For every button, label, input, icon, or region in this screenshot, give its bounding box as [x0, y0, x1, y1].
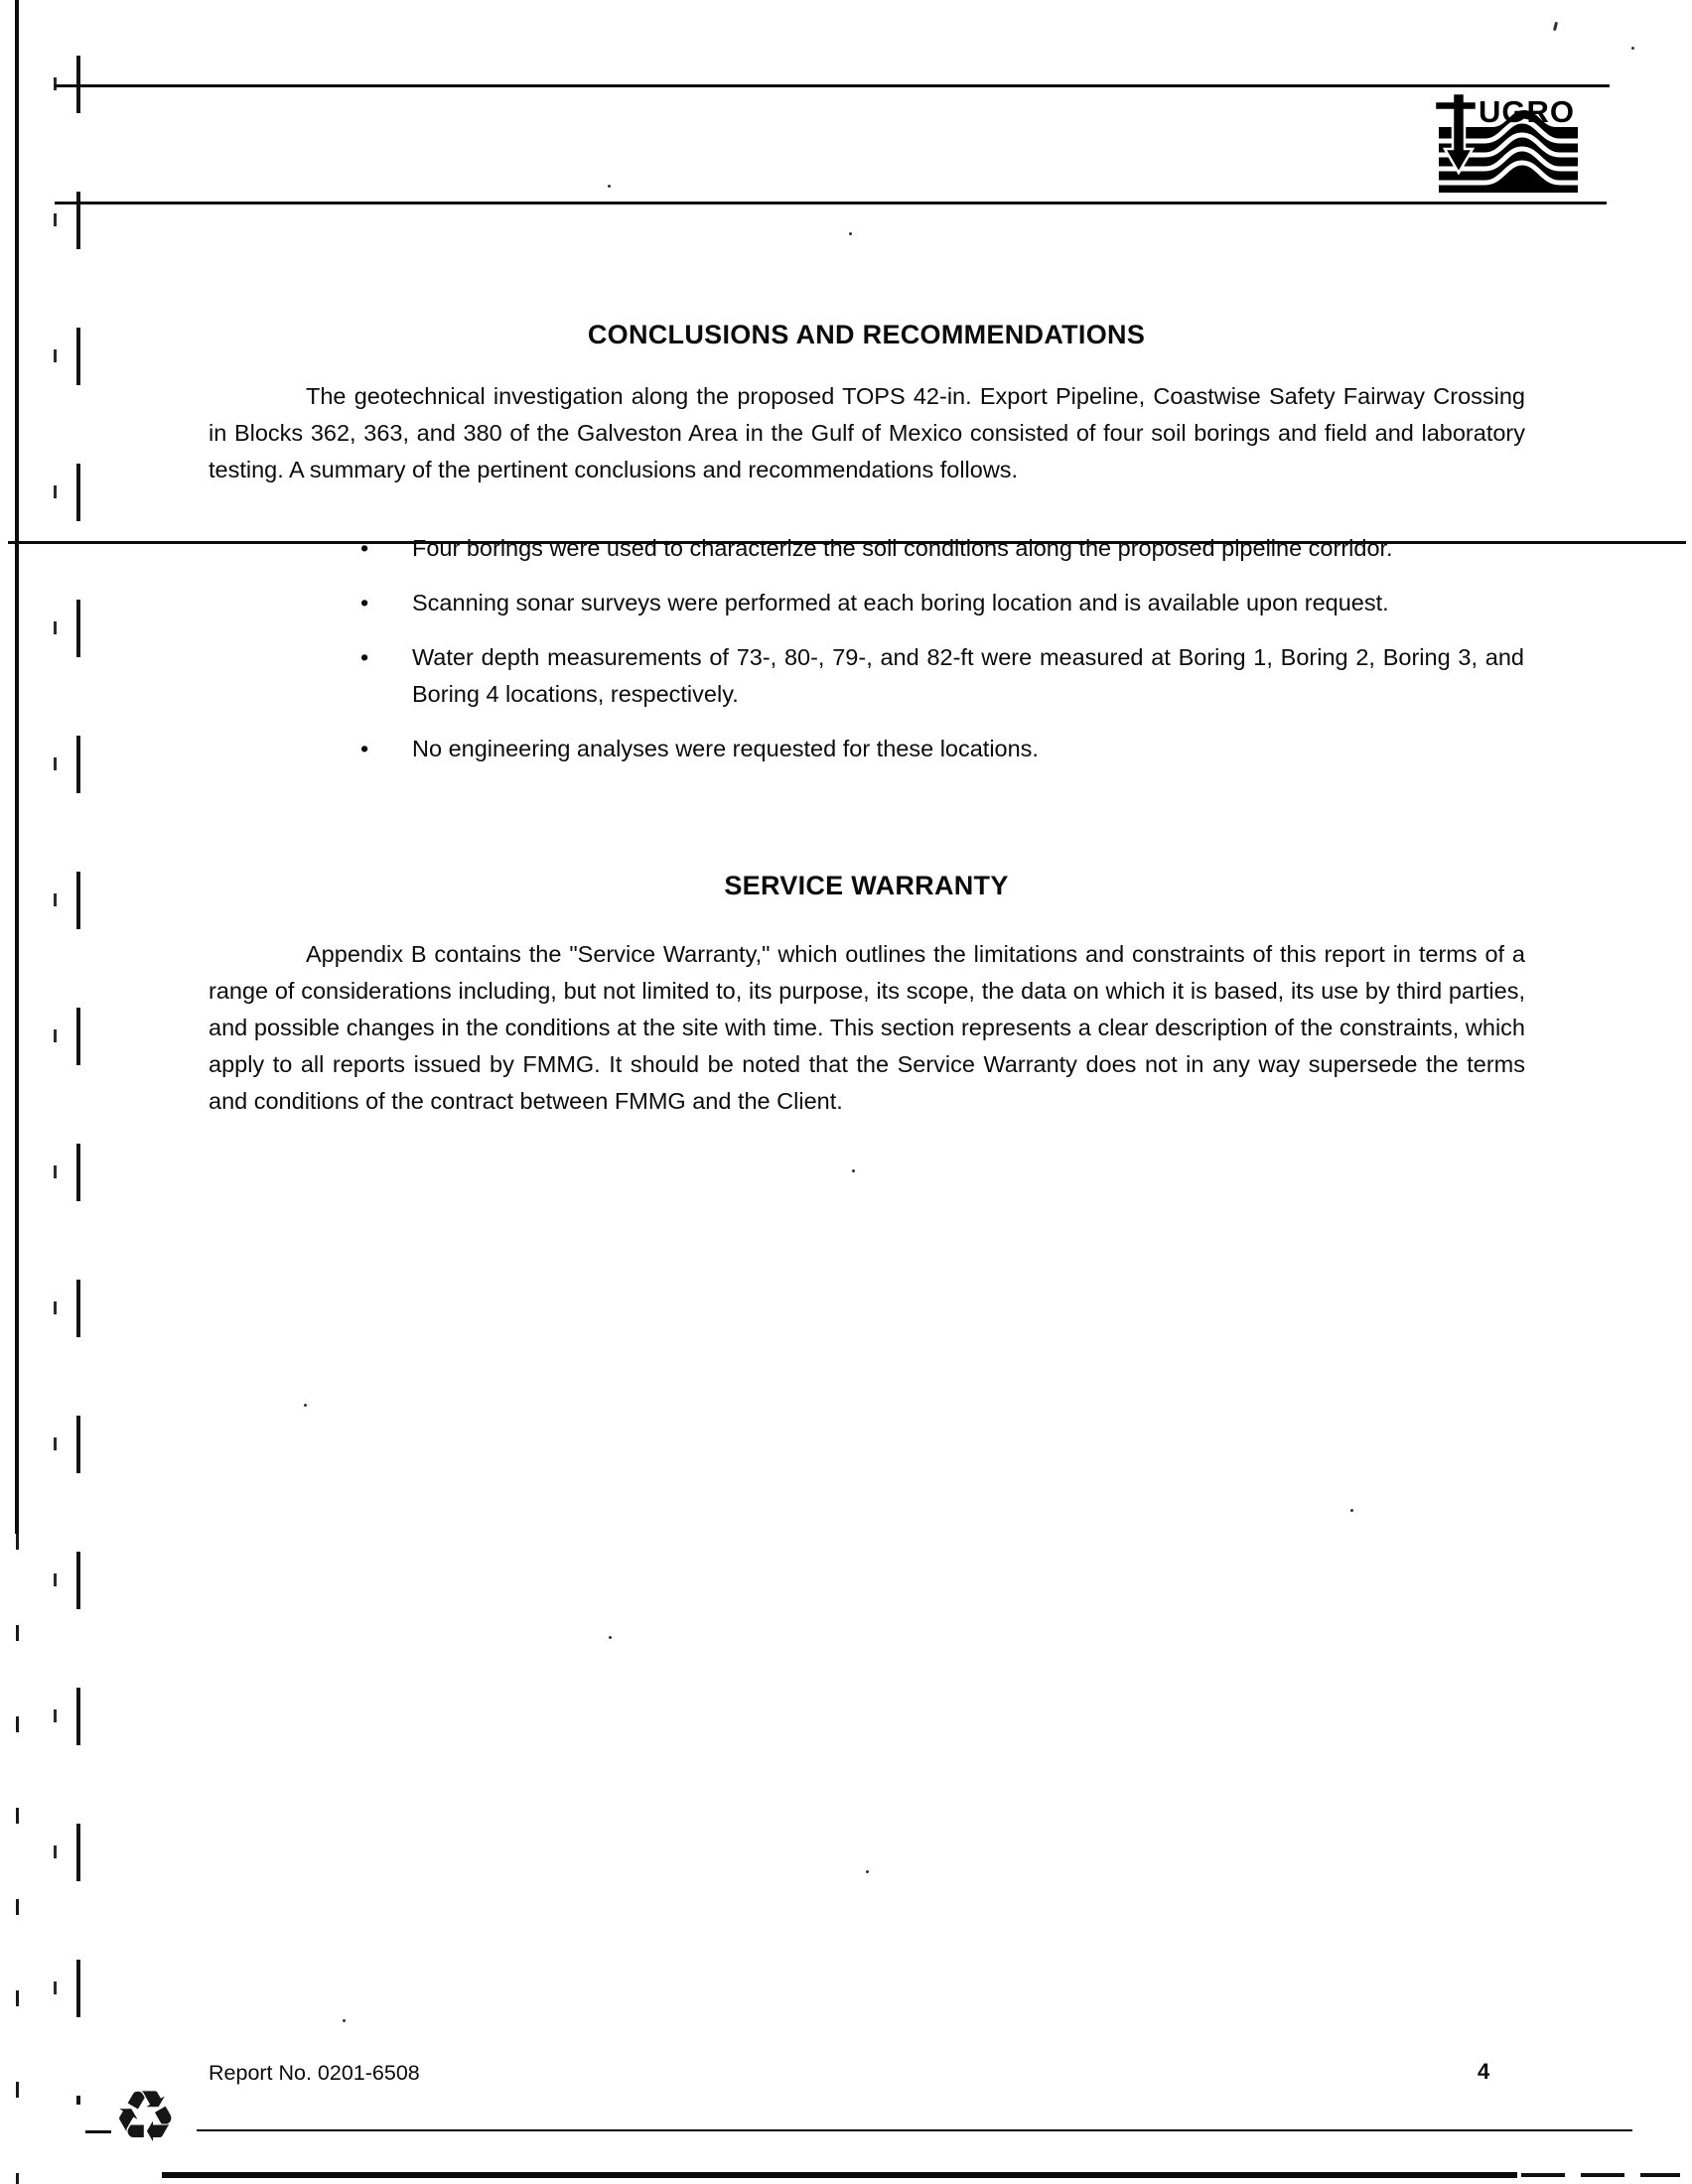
- scan-speck: [1553, 22, 1558, 31]
- logo-text: UGRO: [1479, 94, 1575, 129]
- bullet-icon: •: [360, 535, 369, 561]
- service-warranty-paragraph: Appendix B contains the "Service Warranty," which outlines the limitations and constraints of this report in terms of a range of considerations including, but not limited to, its purpose, its scope, the data on which it is based, its use by third parties, and possible changes in the conditions at the site with time. This section represents a clear description of the constraints, which apply to all reports issued by FMMG. It should be noted that the Service Warranty does not in any way supersede the terms and conditions of the contract between FMMG and the Client.: [209, 941, 1525, 1114]
- footer-rule: [197, 2129, 1632, 2131]
- scan-speck: [849, 232, 852, 235]
- fugro-logo: [1433, 91, 1578, 199]
- list-item: [360, 731, 1524, 767]
- list-item-text: Scanning sonar surveys were performed at each boring location and is available upon request.: [412, 590, 1389, 615]
- scan-speck: [304, 1404, 307, 1407]
- conclusions-list: [360, 530, 1524, 785]
- binding-marks: [76, 56, 80, 2105]
- list-item-text: No engineering analyses were requested for these locations.: [412, 736, 1039, 761]
- scan-speck: [1350, 1509, 1353, 1512]
- fugro-logo-icon: [1433, 91, 1578, 199]
- intro-paragraph: The geotechnical investigation along the proposed TOPS 42-in. Export Pipeline, Coastwise Safety Fairway Crossing in Blocks 362, 363, and 380 of the Galveston Area in the Gulf of Mexico consisted of four soil borings and field and laboratory testing. A summary of the pertinent conclusions and recommendations follows.: [209, 383, 1525, 482]
- scan-edge-line: [15, 0, 19, 1534]
- list-item: [360, 639, 1524, 713]
- page-number: 4: [1478, 2059, 1490, 2084]
- scan-speck: [852, 1169, 855, 1172]
- scan-speck: [1631, 47, 1634, 50]
- list-item-text: Water depth measurements of 73-, 80-, 79-, and 82-ft were measured at Boring 1, Boring 2, Boring 3, and Boring 4 locations, respectively.: [412, 644, 1524, 707]
- section-title: SERVICE WARRANTY: [724, 871, 1009, 900]
- page-title: CONCLUSIONS AND RECOMMENDATIONS: [587, 320, 1146, 349]
- footer-dash: [85, 2130, 111, 2133]
- scan-speck: [608, 185, 611, 188]
- header-rule-top: [55, 84, 1610, 87]
- binding-tick-marks: [54, 77, 57, 2103]
- scan-speck: [343, 2019, 346, 2022]
- list-item: [360, 585, 1524, 621]
- header-rule-bottom: [55, 202, 1607, 205]
- scan-speck: [609, 1636, 612, 1639]
- list-item: [360, 530, 1524, 567]
- report-number: Report No. 0201-6508: [209, 2061, 420, 2085]
- scan-bottom-band: [162, 2172, 1517, 2178]
- list-item-text: Four borings were used to characterize the soil conditions along the proposed pipeline corridor.: [412, 535, 1393, 561]
- scan-speck: [866, 1870, 869, 1873]
- bullet-icon: •: [360, 590, 369, 615]
- recycle-icon: ♻: [113, 2075, 178, 2158]
- scan-bottom-band-dashes: [1521, 2173, 1680, 2177]
- scan-edge-line-dashed: [16, 1534, 19, 2184]
- bullet-icon: •: [360, 644, 369, 670]
- bullet-icon: •: [360, 736, 369, 761]
